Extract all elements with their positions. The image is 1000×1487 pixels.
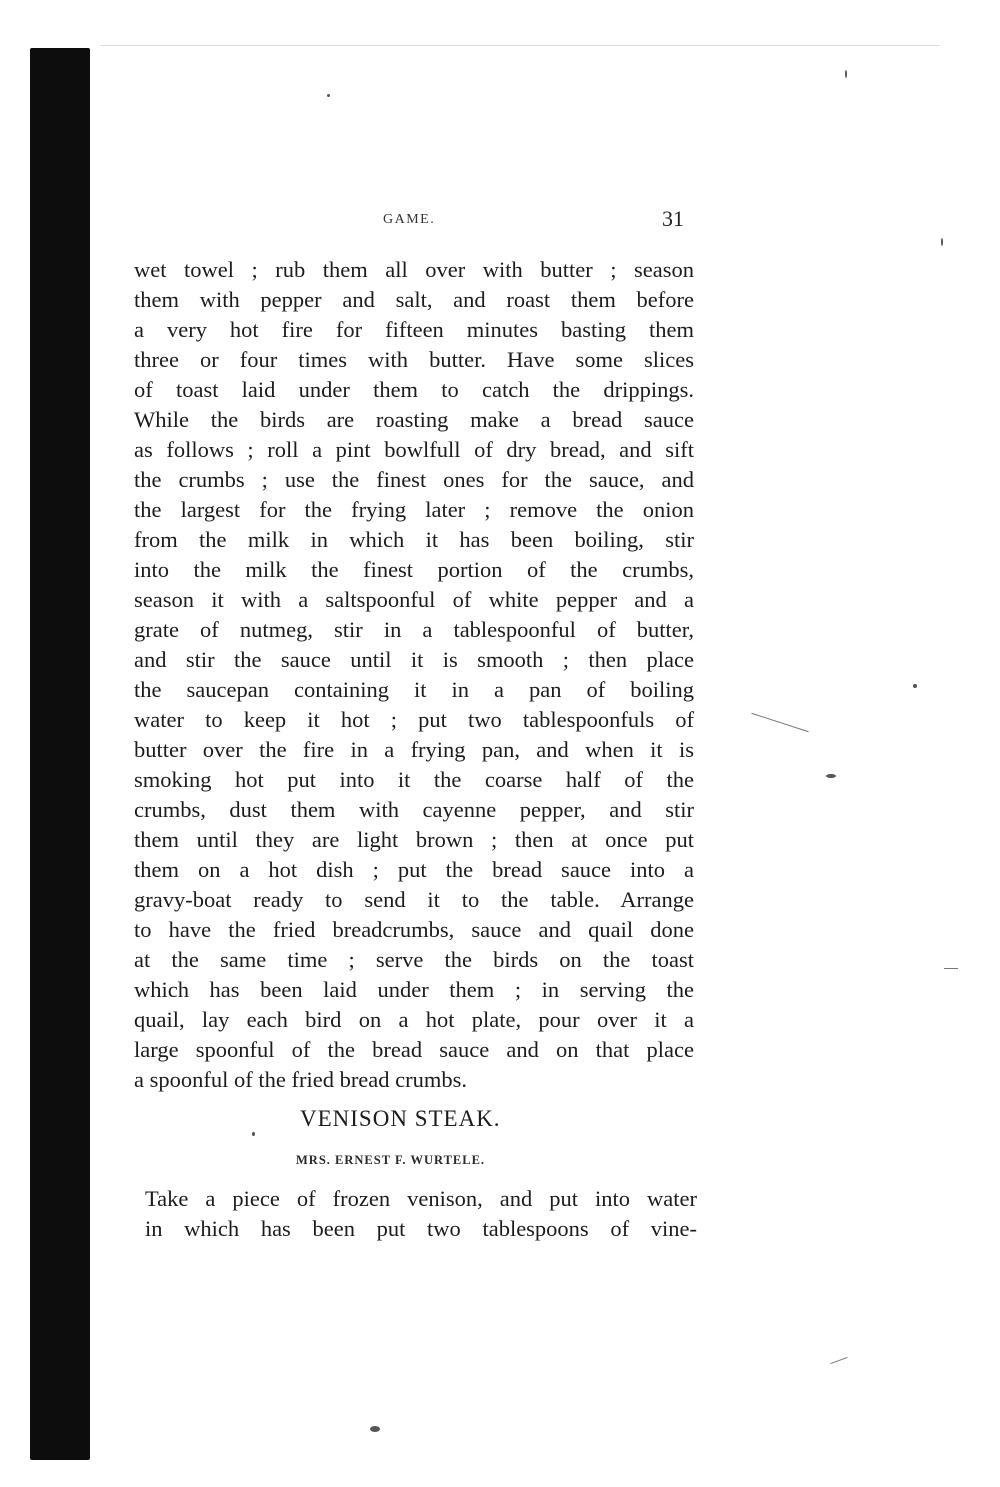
binding-edge xyxy=(30,48,90,1460)
scan-mark xyxy=(830,1357,847,1364)
text-line: the saucepan containing it in a pan of boiling xyxy=(134,677,694,702)
text-line: Take a piece of frozen venison, and put into water xyxy=(145,1186,697,1211)
text-line: from the milk in which it has been boiling, stir xyxy=(134,527,694,552)
scan-speck xyxy=(845,70,847,78)
text-line: gravy-boat ready to send it to the table. Arrange xyxy=(134,887,694,912)
text-line: quail, lay each bird on a hot plate, pour over it a xyxy=(134,1007,694,1032)
text-line: a very hot fire for fifteen minutes basting them xyxy=(134,317,694,342)
text-line: in which has been put two tablespoons of vine- xyxy=(145,1216,697,1241)
scan-speck xyxy=(913,684,917,688)
text-line: While the birds are roasting make a bread sauce xyxy=(134,407,694,432)
text-line: as follows ; roll a pint bowlfull of dry bread, and sift xyxy=(134,437,694,462)
running-head: GAME. xyxy=(383,212,436,227)
text-line: wet towel ; rub them all over with butter ; season xyxy=(134,257,694,282)
text-line: which has been laid under them ; in serving the xyxy=(134,977,694,1002)
scan-speck xyxy=(826,774,836,778)
scan-speck xyxy=(941,238,943,246)
text-line: the crumbs ; use the finest ones for the sauce, and xyxy=(134,467,694,492)
text-line: three or four times with butter. Have some slices xyxy=(134,347,694,372)
text-line: a spoonful of the fried bread crumbs. xyxy=(134,1067,468,1092)
text-line: at the same time ; serve the birds on the toast xyxy=(134,947,694,972)
recipe-text xyxy=(145,1184,697,1244)
page-number: 31 xyxy=(662,206,684,231)
text-line: grate of nutmeg, stir in a tablespoonful of butter, xyxy=(134,617,694,642)
text-line: of toast laid under them to catch the drippings. xyxy=(134,377,694,402)
body-text xyxy=(134,255,694,1095)
text-line: smoking hot put into it the coarse half of the xyxy=(134,767,694,792)
scan-mark xyxy=(944,968,958,969)
scan-mark xyxy=(100,45,940,46)
text-line: them until they are light brown ; then at once put xyxy=(134,827,694,852)
recipe-author: MRS. ERNEST F. WURTELE. xyxy=(296,1153,486,1167)
text-line: them with pepper and salt, and roast them before xyxy=(134,287,694,312)
text-line: butter over the fire in a frying pan, and when it is xyxy=(134,737,694,762)
scan-mark xyxy=(751,713,808,732)
scan-speck xyxy=(327,94,330,97)
text-line: into the milk the finest portion of the crumbs, xyxy=(134,557,694,582)
text-line: them on a hot dish ; put the bread sauce into a xyxy=(134,857,694,882)
text-line: and stir the sauce until it is smooth ; then place xyxy=(134,647,694,672)
scan-speck xyxy=(370,1426,380,1432)
text-line: water to keep it hot ; put two tablespoonfuls of xyxy=(134,707,694,732)
text-line: season it with a saltspoonful of white pepper and a xyxy=(134,587,694,612)
text-line: crumbs, dust them with cayenne pepper, and stir xyxy=(134,797,694,822)
scan-speck xyxy=(252,1132,255,1136)
recipe-title: VENISON STEAK. xyxy=(300,1106,501,1131)
text-line: large spoonful of the bread sauce and on that place xyxy=(134,1037,694,1062)
text-line: the largest for the frying later ; remove the onion xyxy=(134,497,694,522)
text-line: to have the fried breadcrumbs, sauce and quail done xyxy=(134,917,694,942)
